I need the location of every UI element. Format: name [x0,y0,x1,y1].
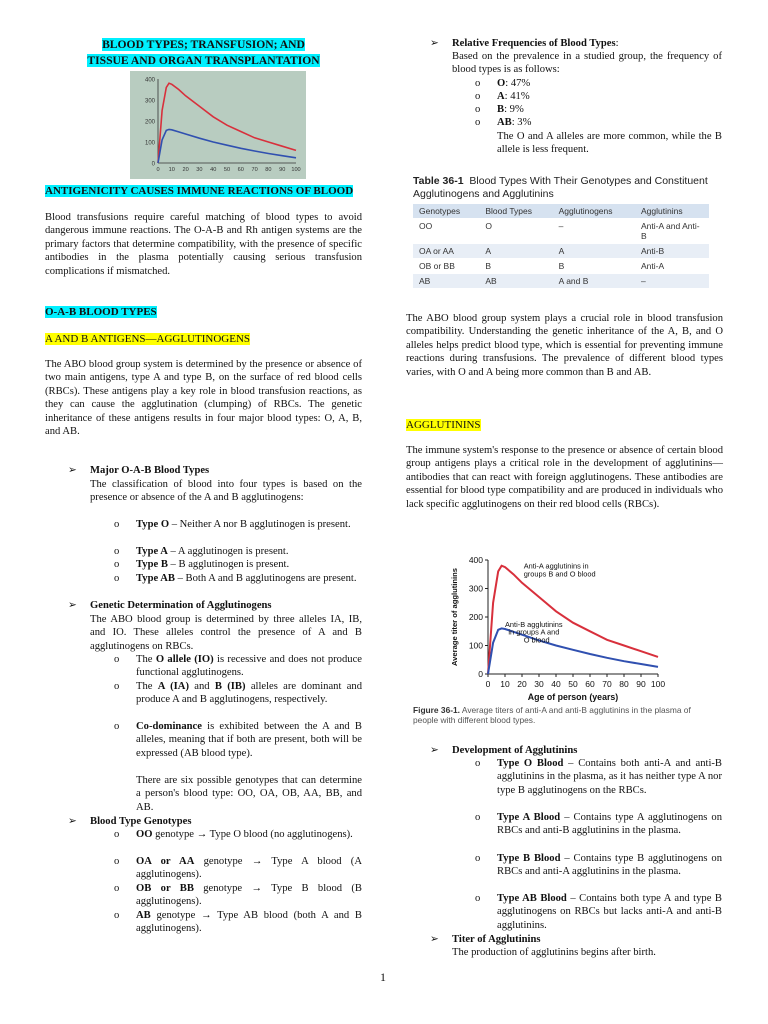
genetic-heading: ➢ Genetic Determination of Agglutinogens [68,600,272,611]
y-tick-label: 400 [468,555,483,565]
abo-paragraph: The ABO blood group system plays a crucial role in blood transfusion compatibility. Understanding the genetic inheritance of the A, B, and O alleles helps predict blood type, which is essential for preventing immune reactions during transfusions. The prevalence of different blood types varies, with O and A being more common than B and AB. [406,313,723,378]
anti-b-label: in groups A and [508,627,560,637]
thumb-x-tick-label: 30 [196,167,203,173]
relfreq-heading: ➢ Relative Frequencies of Blood Types: [430,38,619,49]
list-item: o The A (IA) and B (IB) alleles are dominant and produce A and B agglutinogens, respectively. [114,681,363,706]
thumbnail-chart-svg [130,71,306,179]
thumb-x-tick-label: 0 [156,167,160,173]
list-item: o Type A – A agglutinogen is present. [114,546,289,557]
list-item: o A: 41% [475,91,530,102]
antigens-body: The ABO blood group system is determined by the presence or absence of two main antigens, type A and type B, on the surface of red blood cells (RBCs). These antigens play a key role in blood transfusion reactions, as they can cause the agglutination (clumping) of RBCs. The genetic inheritance of these antigens results in four major blood types: O, A, B, and AB. [45,359,362,438]
antigens-heading: A AND B ANTIGENS—AGGLUTINOGENS [45,333,251,345]
list-item: o Type O Blood – Contains both anti-A and anti-B agglutinins in the plasma, as it has neither type A nor type B agglutinogens on the RBCs. [475,758,722,796]
x-tick-label: 80 [619,679,629,689]
list-item: o O: 47% [475,78,531,89]
anti-a-label: groups B and O blood [523,569,596,579]
list-item: o Type AB Blood – Contains both type A and type B agglutinogens on RBCs but lacks anti-A and anti-B agglutinins. [475,893,722,931]
y-tick-label: 300 [468,583,483,594]
thumb-y-tick-label: 400 [144,77,155,84]
y-tick-label: 0 [478,669,483,679]
x-tick-label: 70 [602,679,612,689]
anti-a-label: Anti-A agglutinins in [523,561,589,571]
x-axis-label: Age of person (years) [527,692,619,702]
relfreq-body: Based on the prevalence in a studied group, the frequency of blood types is as follows: [452,51,722,76]
anti-b-label: Anti-B agglutinins [505,619,563,629]
genotypes-heading: ➢ Blood Type Genotypes [68,816,192,827]
thumb-anti-a-line [158,83,296,163]
thumb-x-tick-label: 70 [251,167,258,173]
oab-heading: O-A-B BLOOD TYPES [45,306,157,318]
list-item: o The O allele (IO) is recessive and does not produce functional agglutinogens. [114,654,362,679]
list-item: o AB: 3% [475,117,532,128]
list-item: o Type B Blood – Contains type B agglutinogens on RBCs and anti-A agglutinins in the plasma. [475,853,722,878]
x-tick-label: 60 [585,679,595,689]
list-item: o Co-dominance is exhibited between the A and B alleles, meaning that if both are present, both will be expressed (AB blood type). [114,721,362,759]
thumb-x-tick-label: 80 [265,167,272,173]
anti-b-label: O blood [523,635,550,645]
titer-heading: ➢ Titer of Agglutinins [430,934,541,945]
x-tick-label: 20 [517,679,527,689]
agglutinins-body: The immune system's response to the presence or absence of certain blood group antigens plays a critical role in the development of agglutinins—antibodies that can react with foreign agglutinogens. These antibodies are essential for blood type compatibility and are produced in individuals who lack specific agglutinogens on their red blood cells (RBCs). [406,445,723,510]
list-item: o Type O – Neither A nor B agglutinogen is present. [114,519,351,530]
x-tick-label: 30 [534,679,544,689]
y-tick-label: 100 [468,640,483,651]
titer-body: The production of agglutinins begins after birth. [452,947,656,958]
relfreq-note: The O and A alleles are more common, while the B allele is less frequent. [497,131,722,156]
list-item: o AB genotype → Type AB blood (both A and B agglutinogens). [114,910,362,935]
figure-caption: Figure 36-1. Average titers of anti-A and anti-B agglutinins in the plasma of people with different blood types. [413,705,691,725]
thumb-y-tick-label: 0 [151,161,155,168]
major-body: The classification of blood into four types is based on the presence or absence of the A and B agglutinogens: [90,479,362,504]
thumb-x-tick-label: 20 [182,167,189,173]
x-tick-label: 100 [650,679,666,689]
list-item: o Type A Blood – Contains type A agglutinogens on RBCs and anti-B agglutinins in the plasma. [475,812,722,837]
table-header-row: Genotypes Blood Types Agglutinogens Agglutinins [413,204,709,219]
table-row: OO O – Anti-A and Anti-B [413,219,709,244]
thumb-x-tick-label: 100 [291,167,301,173]
antigenicity-body: Blood transfusions require careful matching of blood types to avoid dangerous immune reactions. The O-A-B and Rh antigen systems are the primary factors that determine compatibility, with the presence of specific antibodies in the plasma potentially causing serious transfusion complications if mismatched. [45,212,362,277]
genotype-note: There are six possible genotypes that can determine a person's blood type: OO, OA, OB, AA, BB, and AB. [136,775,362,813]
thumb-x-tick-label: 50 [223,167,231,173]
thumb-y-tick-label: 200 [144,119,155,126]
agglutinin-titer-chart [446,552,676,704]
list-item: o Type AB – Both A and B agglutinogens are present. [114,573,357,584]
thumbnail-chart [130,71,306,179]
table-caption: Table 36-1 Blood Types With Their Genotypes and Constituent Agglutinogens and Agglutinins [413,175,708,200]
thumb-x-tick-label: 90 [279,167,286,173]
thumb-x-tick-label: 10 [168,167,175,173]
y-tick-label: 200 [468,612,483,622]
x-tick-label: 50 [568,679,578,689]
genetic-body: The ABO blood group is determined by three alleles IA, IB, and IO. These alleles control the presence of A and B agglutinogens on RBCs. [90,614,362,652]
table-row: OB or BB B B Anti-A [413,259,709,274]
thumb-y-tick-label: 300 [144,98,155,105]
page-number: 1 [380,970,386,984]
agglutinins-heading: AGGLUTININS [406,419,481,431]
development-heading: ➢ Development of Agglutinins [430,745,578,756]
x-tick-label: 10 [500,679,510,689]
list-item: o Type B – B agglutinogen is present. [114,559,290,570]
list-item: o B: 9% [475,104,524,115]
list-item: o OO genotype → Type O blood (no agglutinogens). [114,829,353,840]
x-tick-label: 90 [636,679,646,689]
blood-types-table [413,204,709,288]
page-title: BLOOD TYPES; TRANSFUSION; AND TISSUE AND ORGAN TRANSPLANTATION [87,38,320,67]
major-heading: ➢ Major O-A-B Blood Types [68,465,210,476]
x-tick-label: 40 [551,679,561,689]
thumb-x-tick-label: 60 [237,167,244,173]
y-axis-label: Average titer of agglutinins [450,567,459,667]
list-item: o OB or BB genotype → Type B blood (B agglutinogens). [114,883,362,908]
table-row: AB AB A and B – [413,274,709,289]
list-item: o OA or AA genotype → Type A blood (A agglutinogens). [114,856,362,881]
antigenicity-heading: ANTIGENICITY CAUSES IMMUNE REACTIONS OF BLOOD [45,185,354,197]
thumb-anti-b-line [158,129,296,163]
x-tick-label: 0 [485,679,491,689]
thumb-y-tick-label: 100 [144,140,155,147]
thumb-x-tick-label: 40 [210,167,217,173]
table-row: OA or AA A A Anti-B [413,244,709,259]
